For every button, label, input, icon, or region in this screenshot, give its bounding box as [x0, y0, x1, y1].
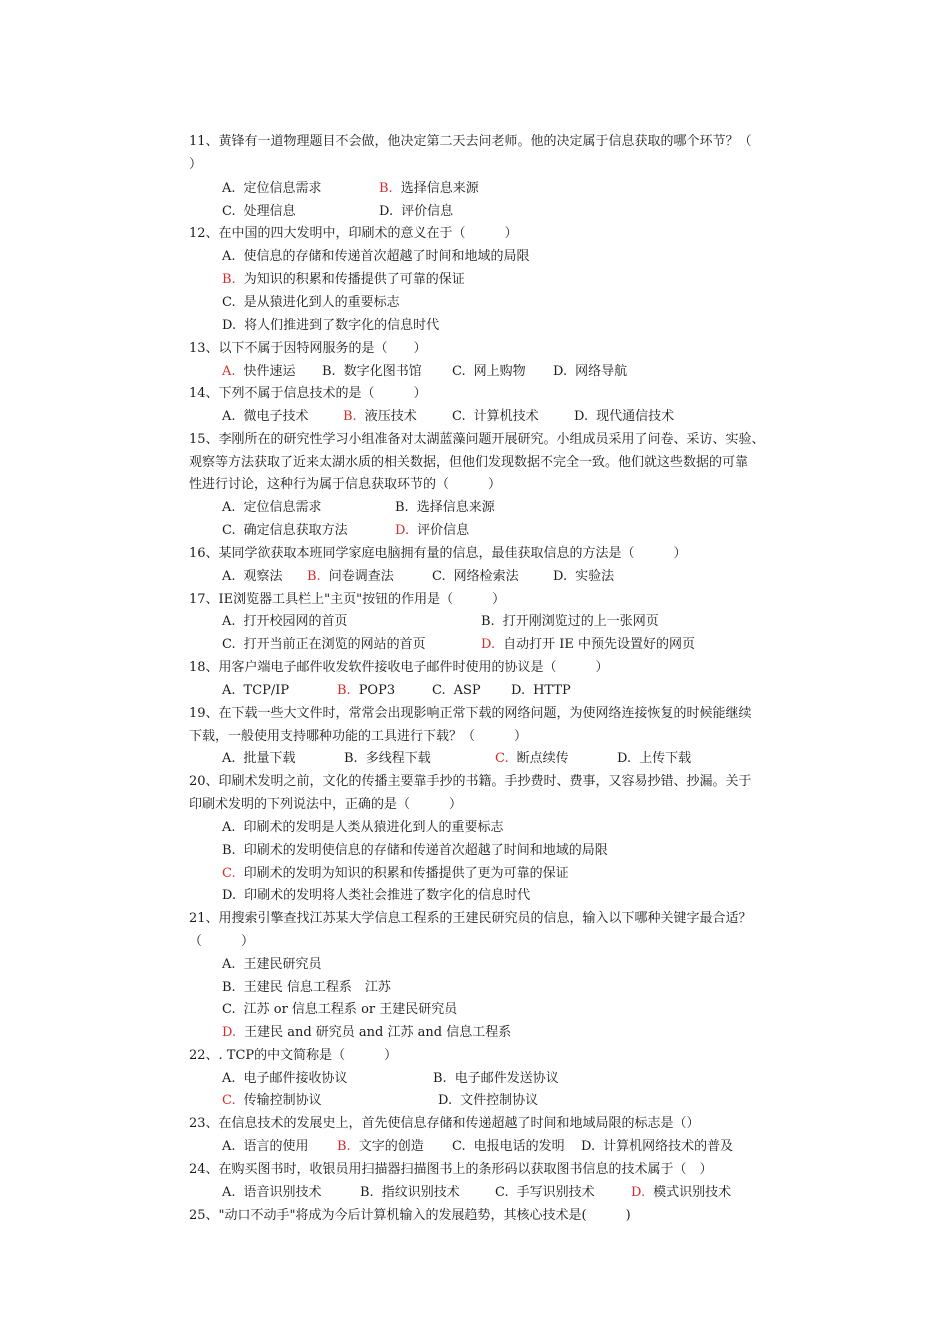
option-letter: C.: [222, 295, 236, 310]
option-text: 指纹识别技术: [381, 1185, 460, 1200]
option-letter: C.: [222, 637, 236, 652]
answer-option-letter: D.: [395, 523, 410, 538]
option-letter: C.: [452, 409, 466, 424]
option-text: 手写识别技术: [516, 1185, 595, 1200]
question-text: 11、黄锋有一道物理题目不会做，他决定第二天去问老师。他的决定属于信息获取的哪个环节？（: [189, 134, 752, 149]
option-item: [617, 751, 691, 767]
option-text: 语音识别技术: [243, 1185, 322, 1200]
option-item: [222, 295, 400, 311]
option-letter: B.: [395, 500, 409, 515]
option-letter: D.: [222, 318, 237, 333]
question-text: 22、. TCP的中文简称是（ ）: [189, 1048, 398, 1063]
option-item: [438, 1093, 538, 1109]
option-text: 模式识别技术: [653, 1185, 732, 1200]
option-item: [222, 1071, 348, 1087]
question-text: 13、以下不属于因特网服务的是（ ）: [189, 341, 427, 356]
question-text: 14、下列不属于信息技术的是（ ）: [189, 386, 427, 401]
question-text: 24、在购买图书时，收银员用扫描器扫描图书上的条形码以获取图书信息的技术属于（ ）: [189, 1162, 713, 1177]
option-text: 打开刚浏览过的上一张网页: [502, 614, 659, 629]
option-text: TCP/IP: [243, 683, 290, 698]
option-item: [481, 614, 659, 630]
option-item: [395, 500, 495, 516]
option-item: [452, 1139, 565, 1155]
option-item: [222, 569, 283, 585]
option-letter: A.: [222, 569, 236, 584]
option-text: 文字的创造: [358, 1139, 424, 1154]
question-text: 21、用搜索引擎查找江苏某大学信息工程系的王建民研究员的信息，输入以下哪种关键字最合适？: [189, 911, 752, 926]
option-text: 实验法: [575, 569, 615, 584]
option-letter: C.: [452, 364, 466, 379]
option-text: 网络导航: [575, 364, 628, 379]
option-text: 电报电话的发明: [473, 1139, 565, 1154]
option-text: 王建民 and 研究员 and 江苏 and 信息工程系: [244, 1025, 512, 1040]
question-text: 23、在信息技术的发展史上，首先使信息存储和传递超越了时间和地域局限的标志是（）: [189, 1116, 700, 1131]
option-item: [222, 843, 608, 859]
option-letter: D.: [553, 364, 568, 379]
option-text: 评价信息: [401, 204, 454, 219]
option-text: 液压技术: [364, 409, 417, 424]
question-text: 15、李刚所在的研究性学习小组准备对太湖蓝藻问题开展研究。小组成员采用了问卷、采访、实验、: [189, 432, 765, 447]
option-item: [222, 1139, 309, 1155]
option-text: 批量下载: [243, 751, 296, 766]
question-text: 19、在下载一些大文件时，常常会出现影响正常下载的网络问题，为使网络连接恢复的时候能继续: [189, 706, 752, 721]
option-item: [222, 751, 296, 767]
option-text: 问卷调查法: [328, 569, 394, 584]
option-text: 定位信息需求: [243, 500, 322, 515]
option-letter: A.: [222, 820, 236, 835]
option-item: [379, 181, 479, 197]
option-item: [307, 569, 394, 585]
option-text: 选择信息来源: [400, 181, 479, 196]
option-item: [222, 637, 426, 653]
option-item: [433, 1071, 559, 1087]
option-item: [631, 1185, 731, 1201]
option-letter: D.: [581, 1139, 596, 1154]
option-letter: D.: [574, 409, 589, 424]
option-item: [222, 318, 439, 334]
option-item: [553, 569, 614, 585]
answer-option-letter: B.: [222, 272, 236, 287]
option-letter: D.: [222, 888, 237, 903]
option-item: [222, 1025, 511, 1041]
answer-option-letter: D.: [222, 1025, 237, 1040]
option-item: [343, 409, 417, 425]
option-letter: B.: [433, 1071, 447, 1086]
option-item: [222, 409, 309, 425]
option-letter: C.: [222, 1002, 236, 1017]
option-letter: C.: [432, 683, 446, 698]
option-item: [495, 751, 569, 767]
option-text: 微电子技术: [243, 409, 309, 424]
option-letter: D.: [511, 683, 526, 698]
option-letter: D.: [438, 1093, 453, 1108]
option-item: [222, 1002, 457, 1018]
option-letter: A.: [222, 1071, 236, 1086]
option-item: [452, 364, 526, 380]
option-item: [222, 957, 322, 973]
option-text: 电子邮件接收协议: [243, 1071, 348, 1086]
option-item: [432, 683, 481, 699]
option-text: 传输控制协议: [243, 1093, 322, 1108]
option-text: 现代通信技术: [596, 409, 675, 424]
option-text: 将人们推进到了数字化的信息时代: [244, 318, 440, 333]
option-item: [360, 1185, 460, 1201]
option-text: HTTP: [533, 683, 571, 698]
option-item: [574, 409, 674, 425]
option-letter: A.: [222, 1139, 236, 1154]
answer-option-letter: C.: [222, 866, 236, 881]
question-text: 性进行讨论，这种行为属于信息获取环节的（ ）: [189, 477, 502, 492]
question-text: （ ）: [189, 934, 255, 949]
option-letter: A.: [222, 957, 236, 972]
option-text: 印刷术的发明为知识的积累和传播提供了更为可靠的保证: [243, 866, 569, 881]
option-item: [432, 569, 519, 585]
answer-option-letter: B.: [337, 1139, 351, 1154]
option-letter: C.: [222, 523, 236, 538]
option-letter: B.: [360, 1185, 374, 1200]
option-text: 快件速运: [243, 364, 296, 379]
answer-option-letter: B.: [343, 409, 357, 424]
option-item: [322, 364, 422, 380]
option-text: 江苏 or 信息工程系 or 王建民研究员: [243, 1002, 458, 1017]
option-letter: B.: [344, 751, 358, 766]
question-text: 印刷术发明的下列说法中，正确的是（ ）: [189, 797, 463, 812]
option-text: 确定信息获取方法: [243, 523, 348, 538]
option-letter: A.: [222, 614, 236, 629]
option-item: [222, 181, 322, 197]
option-letter: A.: [222, 683, 236, 698]
option-letter: D.: [553, 569, 568, 584]
option-text: 印刷术的发明使信息的存储和传递首次超越了时间和地域的局限: [243, 843, 608, 858]
option-letter: C.: [495, 1185, 509, 1200]
option-text: 计算机技术: [473, 409, 539, 424]
option-item: [222, 980, 391, 996]
option-text: 印刷术的发明将人类社会推进了数字化的信息时代: [244, 888, 531, 903]
option-letter: A.: [222, 751, 236, 766]
option-text: 评价信息: [417, 523, 470, 538]
option-item: [553, 364, 627, 380]
option-item: [222, 614, 348, 630]
option-text: 为知识的积累和传播提供了可靠的保证: [243, 272, 465, 287]
option-text: 多线程下载: [365, 751, 431, 766]
option-letter: A.: [222, 409, 236, 424]
option-letter: C.: [452, 1139, 466, 1154]
question-text: 12、在中国的四大发明中，印刷术的意义在于（ ）: [189, 226, 518, 241]
option-item: [222, 500, 322, 516]
option-item: [337, 683, 395, 699]
option-item: [379, 204, 453, 220]
question-text: 观察等方法获取了近来太湖水质的相关数据，但他们发现数据不完全一致。他们就这些数据的可靠: [189, 455, 749, 470]
option-letter: D.: [379, 204, 394, 219]
option-text: POP3: [358, 683, 396, 698]
option-item: [222, 249, 530, 265]
option-text: 电子邮件发送协议: [454, 1071, 559, 1086]
question-text: 下载，一般使用支持哪种功能的工具进行下载？（ ）: [189, 729, 528, 744]
option-item: [222, 1185, 322, 1201]
option-item: [337, 1139, 424, 1155]
option-text: 网络检索法: [453, 569, 519, 584]
answer-option-letter: B.: [307, 569, 321, 584]
option-text: 定位信息需求: [243, 181, 322, 196]
option-text: 断点续传: [516, 751, 569, 766]
option-item: [395, 523, 469, 539]
option-text: 网上购物: [473, 364, 526, 379]
option-item: [481, 637, 695, 653]
question-text: 25、"动口不动手"将成为今后计算机输入的发展趋势，其核心技术是( ): [189, 1208, 631, 1223]
option-item: [222, 523, 348, 539]
answer-option-letter: A.: [222, 364, 236, 379]
option-text: 自动打开 IE 中预先设置好的网页: [503, 637, 695, 652]
option-item: [222, 364, 296, 380]
option-letter: B.: [222, 980, 236, 995]
option-letter: A.: [222, 1185, 236, 1200]
option-text: 上传下载: [639, 751, 692, 766]
question-text: 16、某同学欲获取本班同学家庭电脑拥有量的信息，最佳获取信息的方法是（ ）: [189, 546, 687, 561]
option-item: [344, 751, 431, 767]
option-text: 使信息的存储和传递首次超越了时间和地域的局限: [243, 249, 530, 264]
option-item: [452, 409, 539, 425]
option-text: 观察法: [243, 569, 283, 584]
option-letter: A.: [222, 500, 236, 515]
option-item: [222, 204, 296, 220]
option-letter: C.: [222, 204, 236, 219]
option-text: 是从猿进化到人的重要标志: [243, 295, 400, 310]
option-letter: B.: [322, 364, 336, 379]
option-text: 选择信息来源: [416, 500, 495, 515]
option-text: 印刷术的发明是人类从猿进化到人的重要标志: [243, 820, 504, 835]
option-letter: B.: [222, 843, 236, 858]
option-letter: C.: [432, 569, 446, 584]
option-text: 打开校园网的首页: [243, 614, 348, 629]
option-letter: B.: [481, 614, 495, 629]
answer-option-letter: D.: [631, 1185, 646, 1200]
option-item: [222, 683, 289, 699]
answer-option-letter: B.: [379, 181, 393, 196]
question-text: 18、用客户端电子邮件收发软件接收电子邮件时使用的协议是（ ）: [189, 660, 609, 675]
question-text: 20、印刷术发明之前，文化的传播主要靠手抄的书籍。手抄费时、费事，又容易抄错、抄漏。关于: [189, 774, 752, 789]
answer-option-letter: D.: [481, 637, 496, 652]
answer-option-letter: C.: [222, 1093, 236, 1108]
option-item: [222, 272, 465, 288]
option-item: [222, 888, 530, 904]
option-text: 数字化图书馆: [343, 364, 422, 379]
answer-option-letter: B.: [337, 683, 351, 698]
option-text: ASP: [453, 683, 481, 698]
option-item: [222, 866, 569, 882]
answer-option-letter: C.: [495, 751, 509, 766]
option-item: [581, 1139, 733, 1155]
option-text: 处理信息: [243, 204, 296, 219]
option-text: 文件控制协议: [460, 1093, 539, 1108]
option-item: [222, 820, 504, 836]
option-item: [495, 1185, 595, 1201]
option-text: 语言的使用: [243, 1139, 309, 1154]
option-item: [511, 683, 571, 699]
option-text: 计算机网络技术的普及: [603, 1139, 734, 1154]
option-item: [222, 1093, 322, 1109]
option-text: 王建民研究员: [243, 957, 322, 972]
option-text: 王建民 信息工程系 江苏: [243, 980, 391, 995]
option-letter: D.: [617, 751, 632, 766]
option-text: 打开当前正在浏览的网站的首页: [243, 637, 426, 652]
question-text: 17、IE浏览器工具栏上"主页"按钮的作用是（ ）: [189, 592, 506, 607]
question-text: ）: [189, 157, 203, 172]
option-letter: A.: [222, 249, 236, 264]
option-letter: A.: [222, 181, 236, 196]
